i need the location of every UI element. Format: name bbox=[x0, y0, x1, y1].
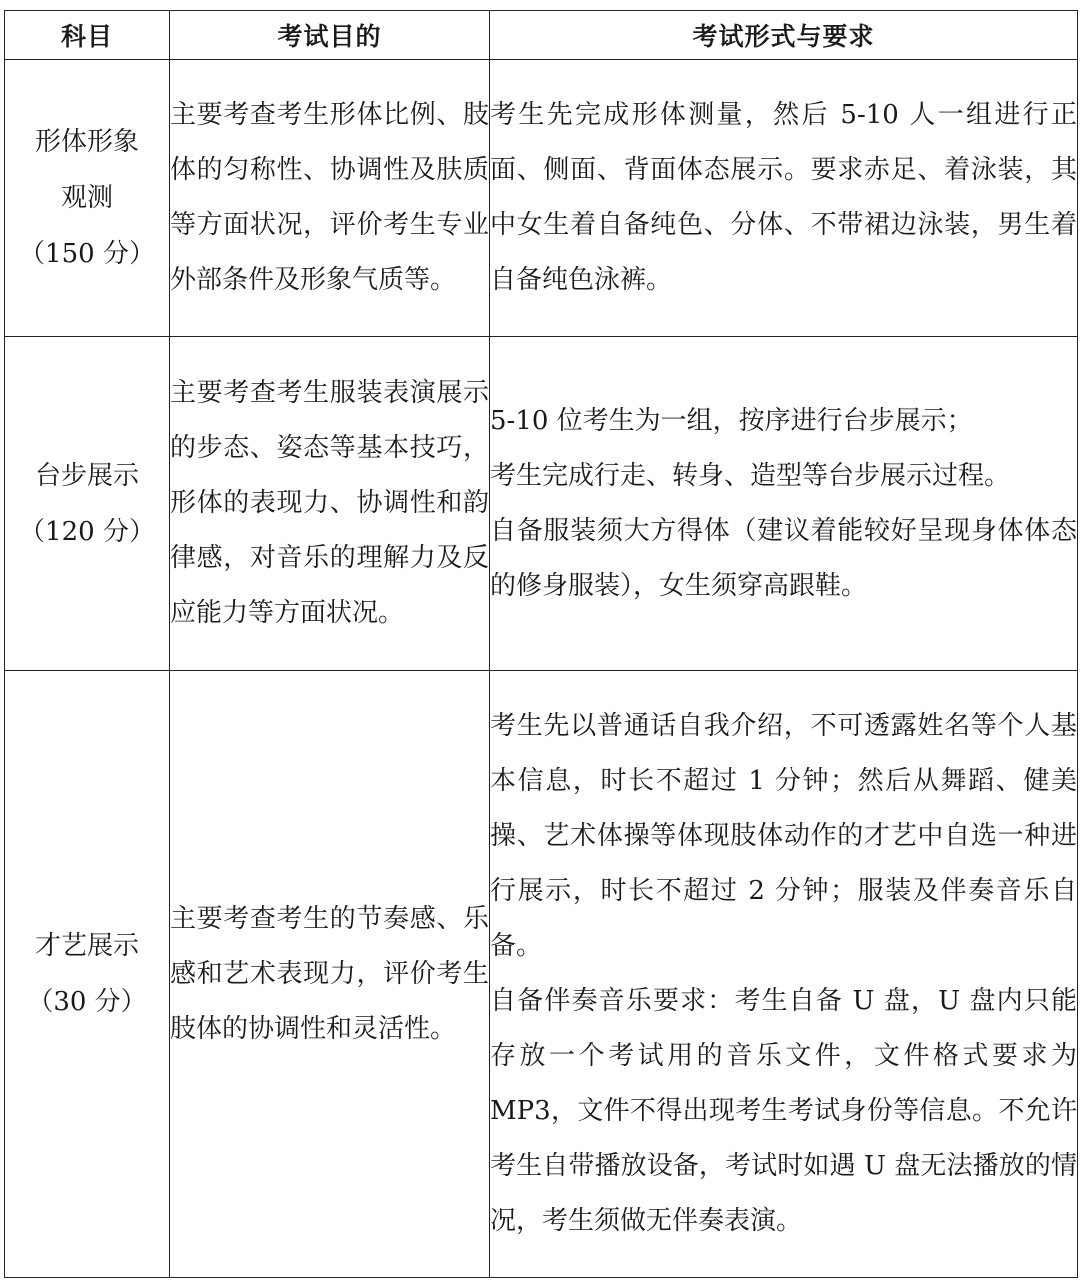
requirements-cell bbox=[490, 60, 1078, 337]
subject-score: （120 分） bbox=[19, 516, 155, 547]
requirement-paragraph: 考生完成行走、转身、造型等台步展示过程。 bbox=[490, 460, 1011, 491]
table-row bbox=[5, 337, 1078, 671]
purpose-cell: 主要考查考生服装表演展示的步态、姿态等基本技巧，形体的表现力、协调性和韵律感，对音乐的理解力及反应能力等方面状况。 bbox=[170, 337, 490, 671]
table-row bbox=[5, 671, 1078, 1278]
requirement-paragraph: 考生先完成形体测量，然后 5-10 人一组进行正面、侧面、背面体态展示。要求赤足、着泳装，其中女生着自备纯色、分体、不带裙边泳装，男生着自备纯色泳裤。 bbox=[490, 100, 1077, 295]
requirement-paragraph: 自备服装须大方得体（建议着能较好呈现身体体态的修身服装），女生须穿高跟鞋。 bbox=[490, 515, 1077, 601]
requirements-cell bbox=[490, 337, 1078, 671]
subject-cell bbox=[5, 337, 170, 671]
subject-cell bbox=[5, 671, 170, 1278]
requirement-paragraph: 5-10 位考生为一组，按序进行台步展示； bbox=[490, 405, 973, 436]
header-format: 考试形式与要求 bbox=[490, 11, 1078, 60]
requirements-cell bbox=[490, 671, 1078, 1278]
purpose-cell: 主要考查考生的节奏感、乐感和艺术表现力，评价考生肢体的协调性和灵活性。 bbox=[170, 671, 490, 1278]
exam-requirements-table bbox=[4, 10, 1078, 1278]
header-purpose: 考试目的 bbox=[170, 11, 490, 60]
subject-score: （30 分） bbox=[27, 987, 147, 1017]
requirement-paragraph: 自备伴奏音乐要求：考生自备 U 盘，U 盘内只能存放一个考试用的音乐文件，文件格式要求为 MP3，文件不得出现考生考试身份等信息。不允许考生自带播放设备，考试时如遇 U 盘无法播放的情况，考生须做无伴奏表演。 bbox=[490, 986, 1077, 1236]
purpose-cell: 主要考查考生形体比例、肢体的匀称性、协调性及肤质等方面状况，评价考生专业外部条件及形象气质等。 bbox=[170, 60, 490, 337]
table-row bbox=[5, 60, 1078, 337]
subject-score: （150 分） bbox=[19, 239, 155, 269]
subject-name: 台步展示 bbox=[34, 460, 139, 491]
requirement-paragraph: 考生先以普通话自我介绍，不可透露姓名等个人基本信息，时长不超过 1 分钟；然后从舞蹈、健美操、艺术体操等体现肢体动作的才艺中自选一种进行展示，时长不超过 2 分钟；服装及伴奏音乐自备。 bbox=[490, 711, 1077, 961]
subject-cell bbox=[5, 60, 170, 337]
subject-name: 才艺展示 bbox=[34, 931, 139, 961]
header-subject: 科目 bbox=[5, 11, 170, 60]
subject-name: 形体形象观测 bbox=[34, 127, 139, 213]
table-header-row bbox=[5, 11, 1078, 60]
